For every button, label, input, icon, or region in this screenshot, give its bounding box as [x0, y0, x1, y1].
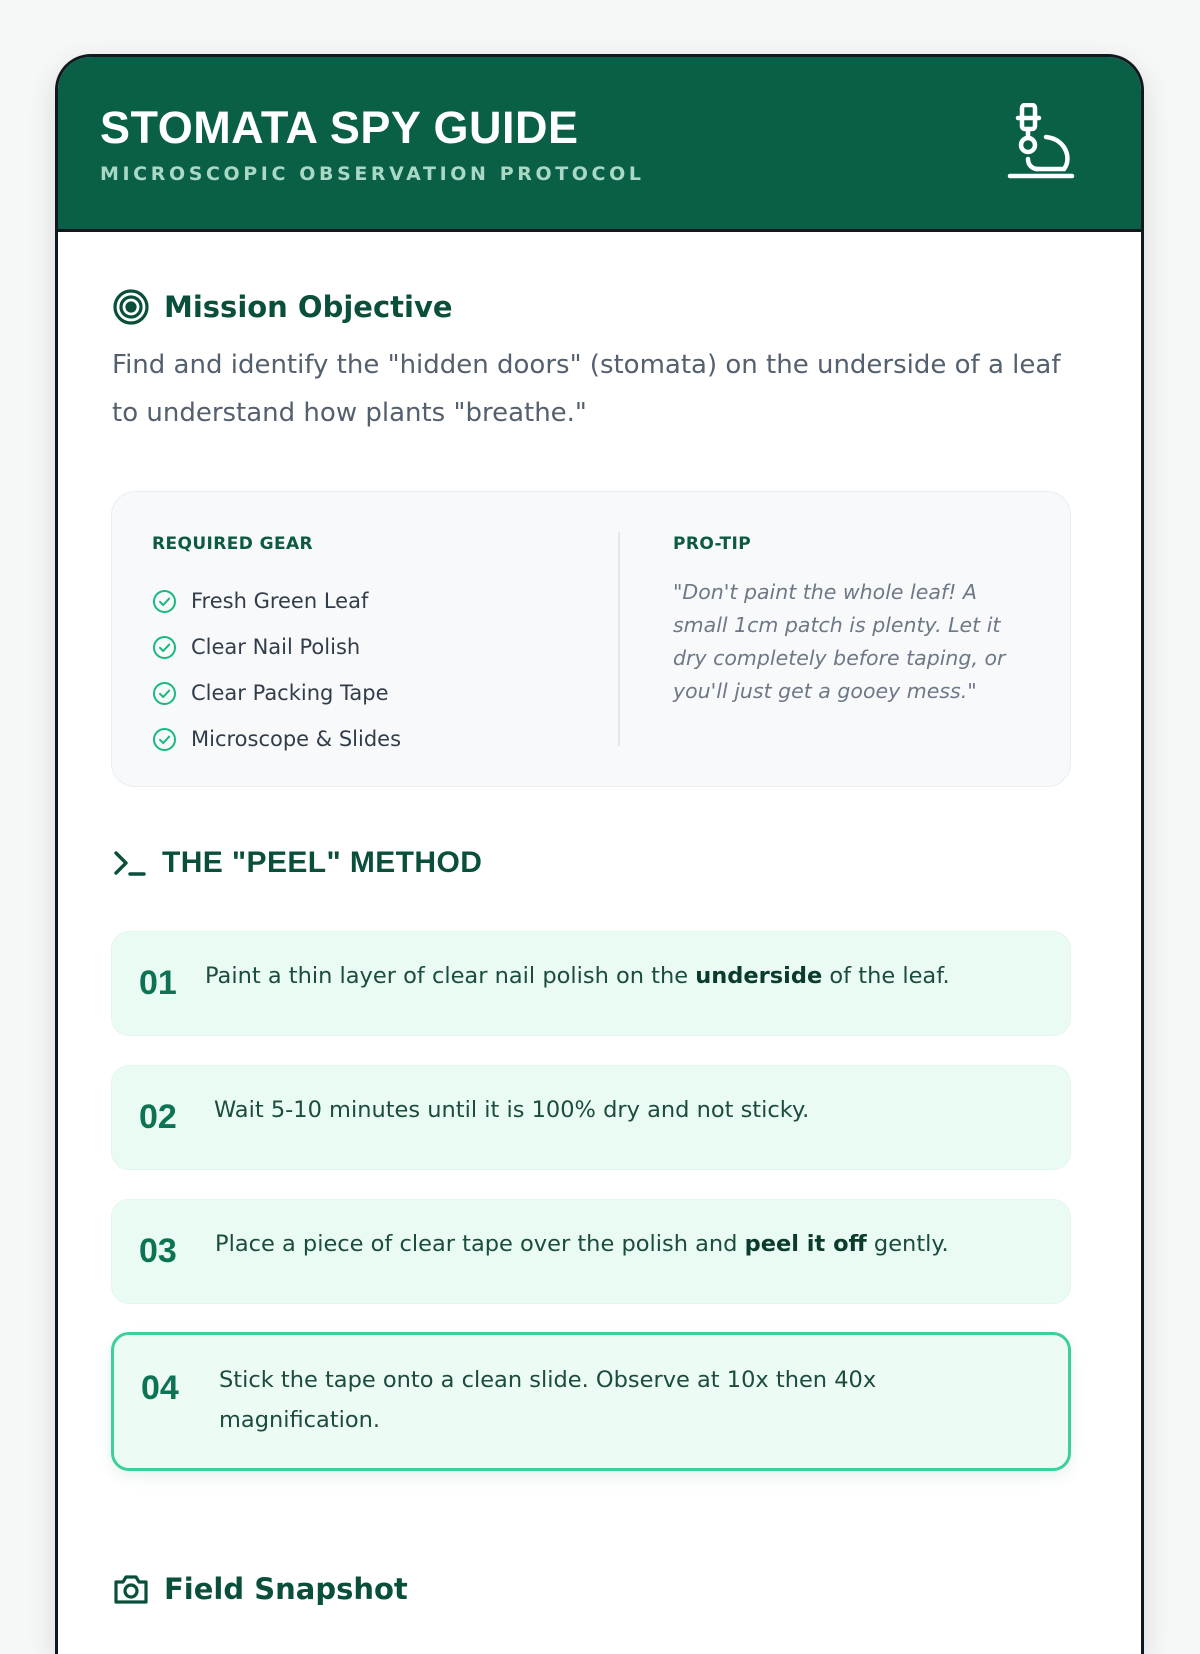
step-text: Stick the tape onto a clean slide. Observe at 10x then 40x magnification.	[219, 1367, 877, 1433]
step-card	[111, 931, 1071, 1036]
mission-title: Mission Objective	[164, 290, 453, 324]
check-circle-icon	[152, 727, 177, 752]
check-circle-icon	[152, 589, 177, 614]
pro-tip-label: PRO-TIP	[673, 534, 752, 554]
snapshot-heading	[112, 1569, 408, 1609]
gear-item	[152, 716, 401, 762]
method-heading	[112, 843, 482, 883]
gear-item-label: Microscope & Slides	[191, 727, 402, 751]
terminal-prompt-icon	[112, 848, 148, 878]
gear-item-label: Clear Nail Polish	[191, 635, 361, 659]
mission-heading	[112, 287, 453, 327]
gear-item	[152, 624, 401, 670]
step-text: Place a piece of clear tape over the polish and peel it off gently.	[215, 1231, 949, 1257]
gear-item-label: Clear Packing Tape	[191, 681, 389, 705]
check-circle-icon	[152, 635, 177, 660]
guide-card	[55, 54, 1144, 1654]
page-subtitle: MICROSCOPIC OBSERVATION PROTOCOL	[100, 163, 645, 185]
required-gear-label: REQUIRED GEAR	[152, 534, 314, 554]
gear-list	[152, 578, 401, 762]
check-circle-icon	[152, 681, 177, 706]
step-card	[111, 1199, 1071, 1304]
step-number: 01	[139, 964, 177, 1002]
microscope-icon	[1006, 103, 1076, 179]
gear-item	[152, 578, 401, 624]
step-card	[111, 1065, 1071, 1170]
gear-and-tip-panel	[111, 491, 1071, 787]
step-text: Wait 5-10 minutes until it is 100% dry and not sticky.	[214, 1097, 810, 1123]
step-number: 02	[139, 1098, 177, 1136]
panel-divider	[618, 532, 620, 746]
guide-header	[58, 57, 1141, 232]
step-number: 04	[141, 1369, 179, 1407]
mission-description: Find and identify the "hidden doors" (stomata) on the underside of a leaf to understand how plants "breathe."	[112, 350, 1061, 428]
camera-icon	[112, 1572, 150, 1606]
target-icon	[112, 288, 150, 326]
step-number: 03	[139, 1232, 177, 1270]
page-title: STOMATA SPY GUIDE	[100, 102, 579, 153]
step-text: Paint a thin layer of clear nail polish on the underside of the leaf.	[205, 963, 950, 989]
pro-tip-text: "Don't paint the whole leaf! A small 1cm patch is plenty. Let it dry completely before taping, or you'll just get a gooey mess."	[673, 580, 1006, 703]
method-title: THE "PEEL" METHOD	[162, 846, 483, 879]
snapshot-title: Field Snapshot	[164, 1572, 408, 1606]
gear-item	[152, 670, 401, 716]
step-card-active	[111, 1332, 1071, 1471]
gear-item-label: Fresh Green Leaf	[191, 589, 369, 613]
